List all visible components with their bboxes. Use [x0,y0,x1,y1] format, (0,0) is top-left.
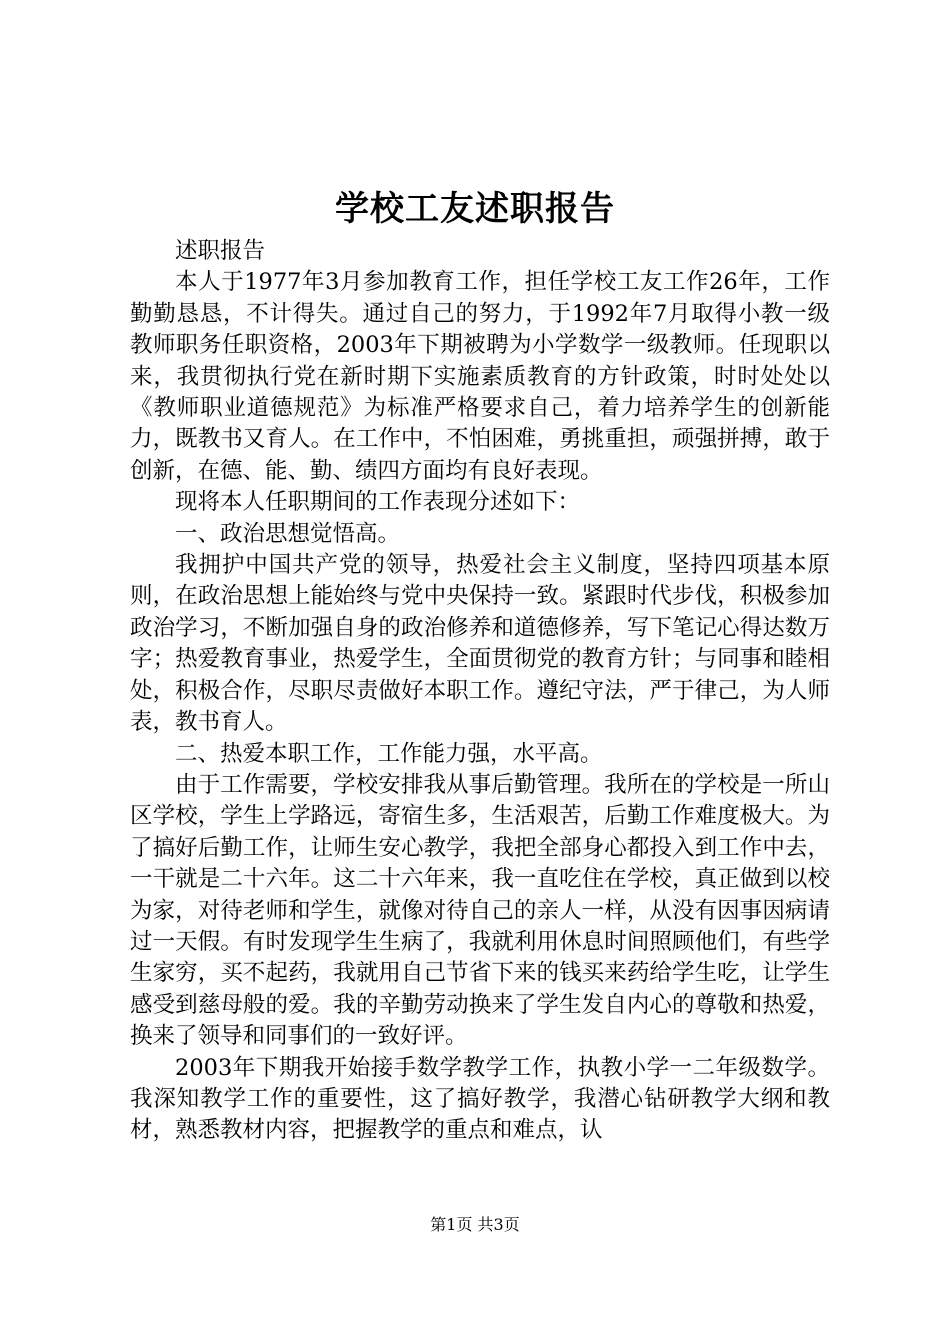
document-title: 学校工友述职报告 [335,189,615,229]
paragraph-heading: 述职报告 [175,238,266,264]
paragraph-teaching: 2003年下期我开始接手数学教学工作，执教小学一二年级数学。我深知教学工作的重要性，这了搞好教学，我潜心钻研教学大纲和教材，熟悉教材内容，把握教学的重点和难点，认 [130,1054,830,1144]
section-heading-work: 二、热爱本职工作，工作能力强，水平高。 [175,740,603,767]
section-heading-politics: 一、政治思想觉悟高。 [175,520,401,547]
paragraph-work: 由于工作需要，学校安排我从事后勤管理。我所在的学校是一所山区学校，学生上学路远，寄宿生多，生活艰苦，后勤工作难度极大。为了搞好后勤工作，让师生安心教学，我把全部身心都投入到工作中去，一干就是二十六年。这二十六年来，我一直吃住在学校，真正做到以校为家，对待老师和学生，就像对待自己的亲人一样，从没有因事因病请过一天假。有时发现学生生病了，我就利用休息时间照顾他们，有些学生家穷，买不起药，我就用自己节省下来的钱买来药给学生吃，让学生感受到慈母般的爱。我的辛勤劳动换来了学生发自内心的尊敬和热爱，换来了领导和同事们的一致好评。 [130,771,830,1050]
document-body [130,236,830,1147]
paragraph-overview: 现将本人任职期间的工作表现分述如下： [175,489,581,516]
paragraph-politics: 我拥护中国共产党的领导，热爱社会主义制度，坚持四项基本原则，在政治思想上能始终与党中央保持一致。紧跟时代步伐，积极参加政治学习，不断加强自身的政治修养和道德修养，写下笔记心得达数万字；热爱教育事业，热爱学生，全面贯彻党的教育方针；与同事和睦相处，积极合作，尽职尽责做好本职工作。遵纪守法，严于律己，为人师表，教书育人。 [130,552,830,736]
page-number-footer: 第1页 共3页 [430,1215,520,1234]
paragraph-intro: 本人于1977年3月参加教育工作，担任学校工友工作26年，工作勤勤恳恳，不计得失。通过自己的努力，于1992年7月取得小教一级教师职务任职资格，2003年下期被聘为小学数学一级教师。任现职以来，我贯彻执行党在新时期下实施素质教育的方针政策，时时处处以《教师职业道德规范》为标准严格要求自己，着力培养学生的创新能力，既教书又育人。在工作中，不怕困难，勇挑重担，顽强拼搏，敢于创新，在德、能、勤、绩四方面均有良好表现。 [130,269,830,484]
